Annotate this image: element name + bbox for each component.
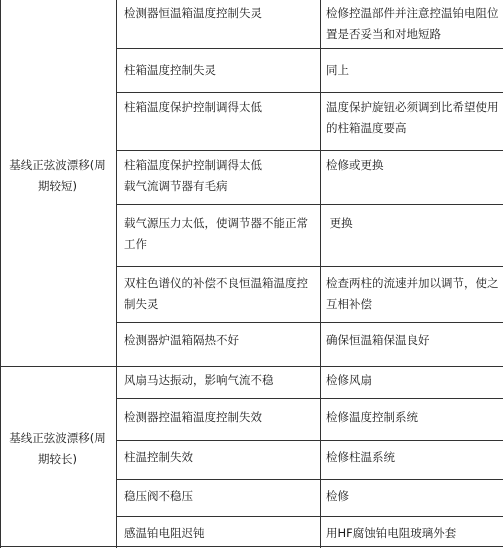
fix-cell: 温度保护旋钮必须调到比希望使用的柱箱温度要高 [326,100,499,135]
cause-cell: 检测器炉温箱隔热不好 [124,333,239,347]
row-divider [116,266,503,267]
cause-cell: 柱箱温度保护控制调得太低 载气流调节器有毛病 [124,158,262,193]
row-divider [116,150,503,151]
table-border-left [0,0,1,548]
row-divider [116,204,503,205]
cause-cell: 感温铂电阻迟钝 [124,526,205,540]
cause-cell: 稳压阀不稳压 [124,489,193,503]
cause-cell: 风扇马达振动，影响气流不稳 [124,373,274,387]
fix-cell: 用HF腐蚀铂电阻玻璃外套 [326,526,457,540]
table-border-bottom [0,546,503,547]
group-divider [0,366,503,367]
cause-cell: 检测器控温箱温度控制失效 [124,410,262,424]
fault-label: 基线正弦波漂移(周期较长) [9,431,106,466]
row-divider [116,479,503,480]
cause-cell: 柱温控制失效 [124,450,193,464]
row-divider [116,440,503,441]
row-divider [116,48,503,49]
cause-cell: 柱箱温度控制失灵 [124,63,216,77]
fix-cell: 检修温度控制系统 [326,410,418,424]
cause-cell: 检测器恒温箱温度控制失灵 [124,6,262,20]
fix-cell: 更换 [326,216,353,230]
cause-cell: 双柱色谱仪的补偿不良恒温箱温度控制失灵 [124,276,308,311]
row-divider [116,516,503,517]
row-divider [116,322,503,323]
fix-cell: 确保恒温箱保温良好 [326,333,430,347]
fix-cell: 检修控温部件并注意控温铂电阻位置是否妥当和对地短路 [326,6,499,41]
fix-cell: 检修 [326,489,349,503]
fix-cell: 检修柱温系统 [326,450,395,464]
fix-cell: 检查两柱的流速并加以调节，使之互相补偿 [326,276,499,311]
fix-cell: 检修风扇 [326,373,372,387]
cause-cell: 载气源压力太低，使调节器不能正常工作 [124,216,308,251]
column-divider-2 [320,0,321,548]
fault-label: 基线正弦波漂移(周期较短) [9,158,106,193]
fix-cell: 同上 [326,63,349,77]
row-divider [116,398,503,399]
row-divider [116,92,503,93]
column-divider-1 [116,0,117,548]
cause-cell: 柱箱温度保护控制调得太低 [124,100,262,114]
fix-cell: 检修或更换 [326,158,384,172]
